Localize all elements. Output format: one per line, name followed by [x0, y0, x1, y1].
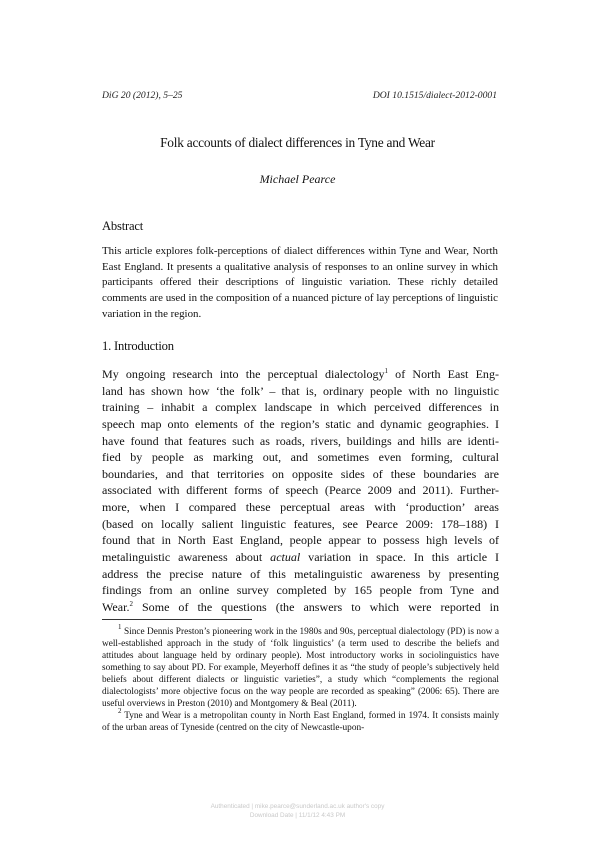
body-line: training – inhabit a complex landscape in which perceived differences in	[102, 400, 499, 415]
section-heading-introduction: 1. Introduction	[102, 339, 174, 353]
footnote-marker[interactable]: 2	[129, 599, 133, 608]
body-line: address the precise nature of this metalinguistic awareness by presenting	[102, 566, 499, 581]
footnote-divider	[102, 619, 252, 620]
footnote-text: Since Dennis Preston’s pioneering work in the 1980s and 90s, perceptual dialectology (PD) is now a well-established approach in the study of ‘folk linguistics’ (a term used to describe the beliefs and attitudes about language held by ordinary people). Most introductory works in sociolinguistics have something to say about PD. For example, Meyerhoff defines it as “the study of people’s subjectively held beliefs about different dialects or linguistic varieties”, a study which “complements the regional dialectologists’ more objective focus on the way people are recorded as speaking” (2006: 65). There are useful overviews in Preston (2010) and Montgomery & Beal (2011).	[102, 627, 499, 710]
body-line: speech map onto elements of the region’s static and dynamic geographies. I	[102, 416, 499, 431]
body-line: boundaries, and that territories on opposite sides of these boundaries are	[102, 466, 499, 481]
emphasis-actual: actual	[270, 550, 301, 565]
watermark-line: Authenticated | mike.pearce@sunderland.ac.uk author's copy	[210, 803, 385, 810]
body-line: land has shown how ‘the folk’ – that is, ordinary people with no linguistic	[102, 383, 499, 398]
footnote-number: 2	[118, 707, 122, 716]
body-line: more, when I compared these perceptual areas with ‘production’ areas	[102, 500, 499, 515]
footnote-marker[interactable]: 1	[384, 367, 389, 375]
body-line: (based on locally salient linguistic features, see Pearce 2009: 178–188) I	[102, 516, 499, 531]
article-title: Folk accounts of dialect differences in Tyne and Wear	[160, 135, 435, 150]
doi: DOI 10.1515/dialect-2012-0001	[372, 90, 497, 101]
body-line: found that in North East England, people appear to possess high levels of	[102, 533, 499, 548]
body-line: fied by people as marking out, and sometimes even forming, cultural	[102, 450, 499, 465]
body-line: findings from an online survey completed by 165 people from Tyne and	[102, 583, 499, 598]
journal-citation: DiG 20 (2012), 5–25	[102, 90, 183, 101]
running-header	[102, 90, 497, 101]
footnotes	[102, 623, 499, 734]
footnote-1	[102, 623, 499, 710]
body-line: My ongoing research into the perceptual dialectology$^1$ of North East Eng-	[102, 367, 499, 381]
abstract-text: This article explores folk-perceptions of dialect differences within Tyne and Wear, North East England. It presents a qualitative analysis of responses to an online survey in which participants offered their descriptions of linguistic variation. These richly detailed comments are used in the composition of a nuanced picture of lay perceptions of linguistic variation in the region.	[102, 245, 498, 320]
body-line: metalinguistic awareness about actual variation in space. In this article I	[102, 550, 499, 565]
abstract-heading: Abstract	[102, 219, 144, 233]
download-watermark	[0, 802, 595, 820]
footnote-number: 1	[118, 623, 122, 631]
author-name: Michael Pearce	[259, 172, 336, 186]
body-line: have found that features such as roads, rivers, buildings and hills are identi-	[102, 433, 499, 448]
body-line: associated with different forms of speech (Pearce 2009 and 2011). Further-	[102, 483, 499, 498]
footnote-2	[102, 707, 499, 734]
footnote-text: Tyne and Wear is a metropolitan county in North East England, formed in 1974. It consists mainly of the urban areas of Tyneside (centred on the city of Newcastle-upon-	[102, 711, 499, 734]
body-line: Wear.$^2$ Some of the questions (the answers to which were reported in	[102, 599, 499, 614]
watermark-line: Download Date | 11/1/12 4:43 PM	[249, 812, 346, 819]
introduction-body	[102, 366, 499, 616]
